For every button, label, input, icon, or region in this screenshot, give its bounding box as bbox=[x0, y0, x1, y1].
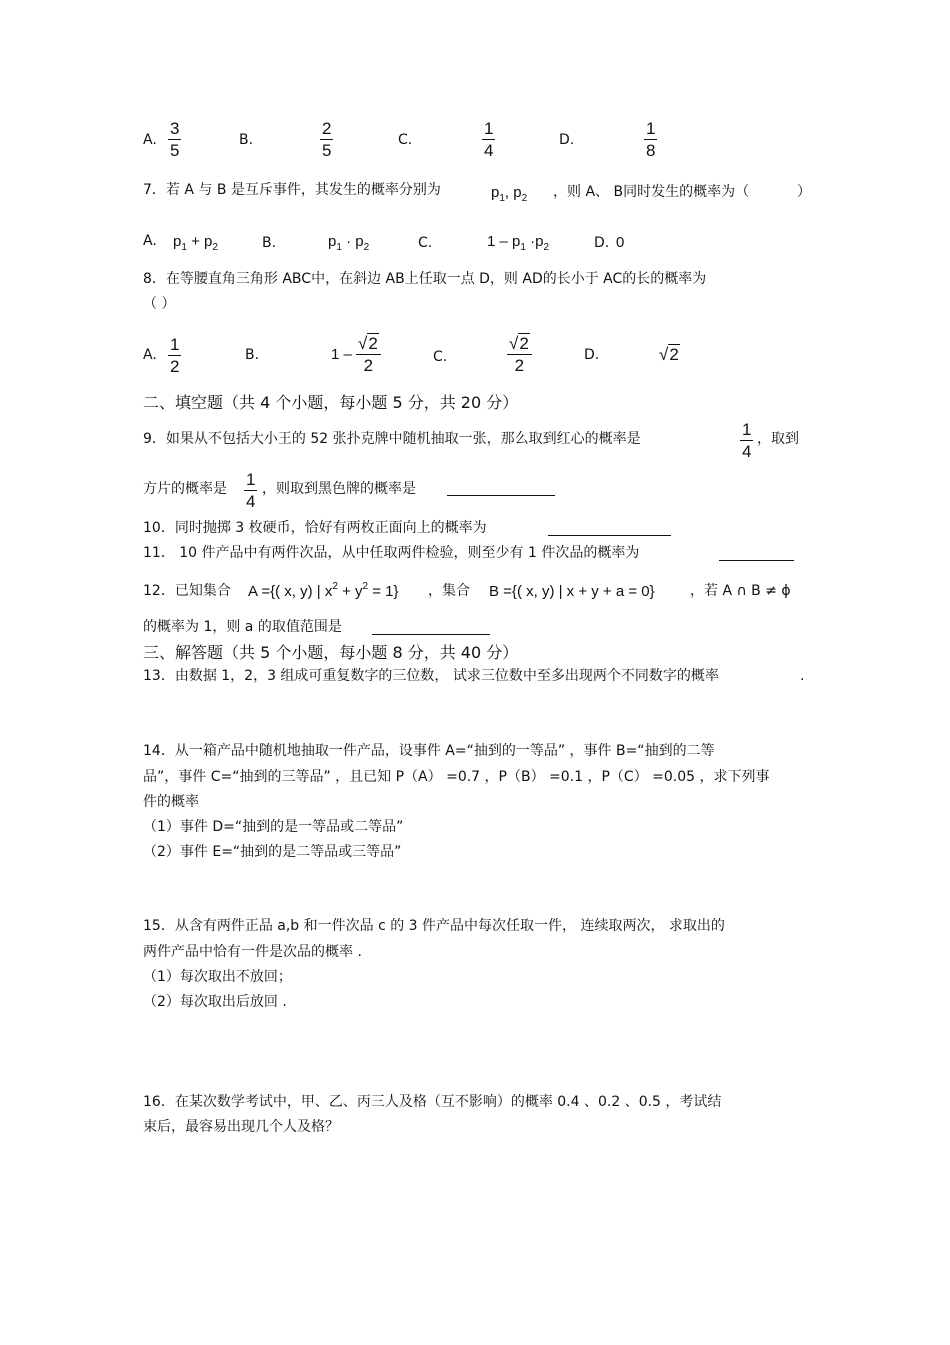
fraction-denominator: 8 bbox=[646, 141, 656, 160]
q12-stem-part2: ，集合 bbox=[428, 583, 470, 599]
fraction-numerator: 1 bbox=[246, 470, 256, 489]
q7-option-b-expr: $p_1 \cdot p_2$ bbox=[328, 233, 370, 253]
fraction-numerator: 1 bbox=[646, 119, 656, 138]
fraction-numerator: 2 bbox=[322, 119, 332, 138]
fraction-denominator: 5 bbox=[170, 141, 180, 160]
q14-item-1: （1）事件 D=“抽到的是一等品或二等品” bbox=[143, 819, 404, 835]
q8-option-d-sqrt: √ 2 bbox=[659, 345, 679, 364]
q7-option-a-expr: $p_1 + p_2$ bbox=[173, 233, 218, 253]
q6-option-d-fraction bbox=[644, 120, 657, 159]
q7-stem-part1: 7．若 A 与 B 是互斥事件，其发生的概率分别为 bbox=[143, 182, 441, 198]
q8-stem: 8．在等腰直角三角形 ABC中，在斜边 AB上任取一点 D，则 AD的长小于 AC的长的概率为 bbox=[143, 271, 707, 287]
q9-stem-part4: ，则取到黑色牌的概率是 bbox=[262, 481, 416, 497]
q8-option-a-fraction bbox=[168, 336, 181, 375]
fraction-denominator: 4 bbox=[742, 442, 752, 461]
q12-stem-part4: 的概率为 1，则 a 的取值范围是 bbox=[143, 619, 342, 635]
q15-item-1: （1）每次取出不放回； bbox=[143, 969, 292, 985]
section-3-heading: 三、解答题（共 5 个小题，每小题 8 分，共 40 分） bbox=[143, 643, 519, 662]
q6-option-b-fraction bbox=[320, 120, 333, 159]
q14-line-3: 件的概率 bbox=[143, 794, 199, 810]
q7-close-paren: ） bbox=[797, 184, 811, 200]
q14-line-1: 14．从一箱产品中随机地抽取一件产品，设事件 A=“抽到的一等品” ，事件 B=“抽到的二等 bbox=[143, 743, 715, 759]
q8-option-d-label: D. bbox=[584, 347, 600, 363]
q8-option-c-label: C. bbox=[433, 349, 448, 365]
q12-set-a: A ={( x, y) | $x^2 + y^2 = 1$} bbox=[248, 581, 399, 600]
fraction-denominator: 4 bbox=[484, 141, 494, 160]
q6-option-d-label: D. bbox=[559, 132, 575, 148]
fraction-numerator: 1 bbox=[170, 335, 180, 354]
q8-option-c-fraction bbox=[507, 333, 532, 374]
q14-line-2: 品”，事件 C=“抽到的三等品” ，且已知 P（A） =0.7 ，P（B） =0.1 ，P（C） =0.05 ，求下列事 bbox=[143, 769, 770, 785]
sqrt-icon: √ bbox=[358, 334, 368, 353]
q7-option-d-value: 0 bbox=[616, 234, 625, 251]
q13-stem: 13．由数据 1，2，3 组成可重复数字的三位数， 试求三位数中至多出现两个不同数字的概率 bbox=[143, 668, 719, 684]
q7-option-c-label: C. bbox=[418, 235, 433, 251]
q8-option-a-label: A. bbox=[143, 347, 157, 363]
q8-option-b-fraction bbox=[356, 333, 381, 374]
fraction-denominator: 2 bbox=[514, 356, 525, 375]
q12-stem-part3: ，若 A ∩ B ≠ ϕ bbox=[690, 583, 791, 599]
section-2-heading: 二、填空题（共 4 个小题，每小题 5 分，共 20 分） bbox=[143, 393, 519, 412]
q16-line-2: 束后，最容易出现几个人及格？ bbox=[143, 1119, 339, 1135]
q9-stem-part2: ，取到 bbox=[757, 431, 799, 447]
sqrt-icon: √ bbox=[509, 334, 519, 353]
q15-line-1: 15．从含有两件正品 a,b 和一件次品 c 的 3 件产品中每次任取一件， 连续取两次， 求取出的 bbox=[143, 918, 725, 934]
fraction-numerator: 1 bbox=[484, 119, 494, 138]
q8-answer-paren: （ ） bbox=[143, 296, 176, 312]
q7-p1-p2: $p_1$, $p_2$ bbox=[491, 184, 528, 204]
sqrt-icon: √ bbox=[659, 345, 669, 364]
q9-stem-part3: 方片的概率是 bbox=[143, 481, 227, 497]
q12-answer-blank[interactable] bbox=[372, 622, 490, 635]
q10-answer-blank[interactable] bbox=[548, 523, 671, 536]
q16-line-1: 16．在某次数学考试中，甲、乙、丙三人及格（互不影响）的概率 0.4 、0.2 、0.5 ，考试结 bbox=[143, 1094, 722, 1110]
q12-set-b: B ={( x, y) | x + y + a = 0} bbox=[489, 583, 655, 600]
q6-option-c-label: C. bbox=[398, 132, 413, 148]
q11-stem: 11． 10 件产品中有两件次品，从中任取两件检验，则至少有 1 件次品的概率为 bbox=[143, 545, 640, 561]
fraction-numerator: 1 bbox=[742, 420, 752, 439]
q7-option-b-label: B. bbox=[262, 235, 277, 251]
q13-period: . bbox=[800, 668, 805, 684]
q6-option-a-fraction bbox=[168, 120, 181, 159]
q8-option-b-label: B. bbox=[245, 347, 260, 363]
q7-option-a-label: A. bbox=[143, 233, 157, 249]
fraction-denominator: 2 bbox=[363, 356, 374, 375]
q6-option-c-fraction bbox=[482, 120, 495, 159]
fraction-denominator: 2 bbox=[170, 357, 180, 376]
fraction-denominator: 4 bbox=[246, 492, 256, 511]
q6-option-b-label: B. bbox=[239, 132, 254, 148]
q14-item-2: （2）事件 E=“抽到的是二等品或三等品” bbox=[143, 844, 402, 860]
q9-stem-part1: 9．如果从不包括大小王的 52 张扑克牌中随机抽取一张，那么取到红心的概率是 bbox=[143, 431, 641, 447]
q9-answer-blank[interactable] bbox=[447, 483, 555, 496]
fraction-numerator: 3 bbox=[170, 119, 180, 138]
q9-fraction-hearts bbox=[740, 421, 753, 460]
q6-option-a-label: A. bbox=[143, 132, 157, 148]
q15-line-2: 两件产品中恰有一件是次品的概率 . bbox=[143, 944, 362, 960]
q12-stem-part1: 12．已知集合 bbox=[143, 583, 231, 599]
q9-fraction-diamonds bbox=[244, 471, 257, 510]
q11-answer-blank[interactable] bbox=[719, 548, 794, 561]
fraction-numerator: √ 2 bbox=[509, 334, 529, 353]
q8-option-b-prefix: 1 – bbox=[331, 346, 352, 363]
q7-option-d-label: D. bbox=[594, 235, 610, 251]
q10-stem: 10．同时抛掷 3 枚硬币，恰好有两枚正面向上的概率为 bbox=[143, 520, 487, 536]
q7-stem-part2: ，则 A、 B同时发生的概率为（ bbox=[553, 184, 750, 200]
q15-item-2: （2）每次取出后放回 . bbox=[143, 994, 287, 1010]
fraction-numerator: √ 2 bbox=[358, 334, 378, 353]
fraction-denominator: 5 bbox=[322, 141, 332, 160]
q7-option-c-expr: $1 - p_1 \cdot p_2$ bbox=[487, 233, 550, 253]
